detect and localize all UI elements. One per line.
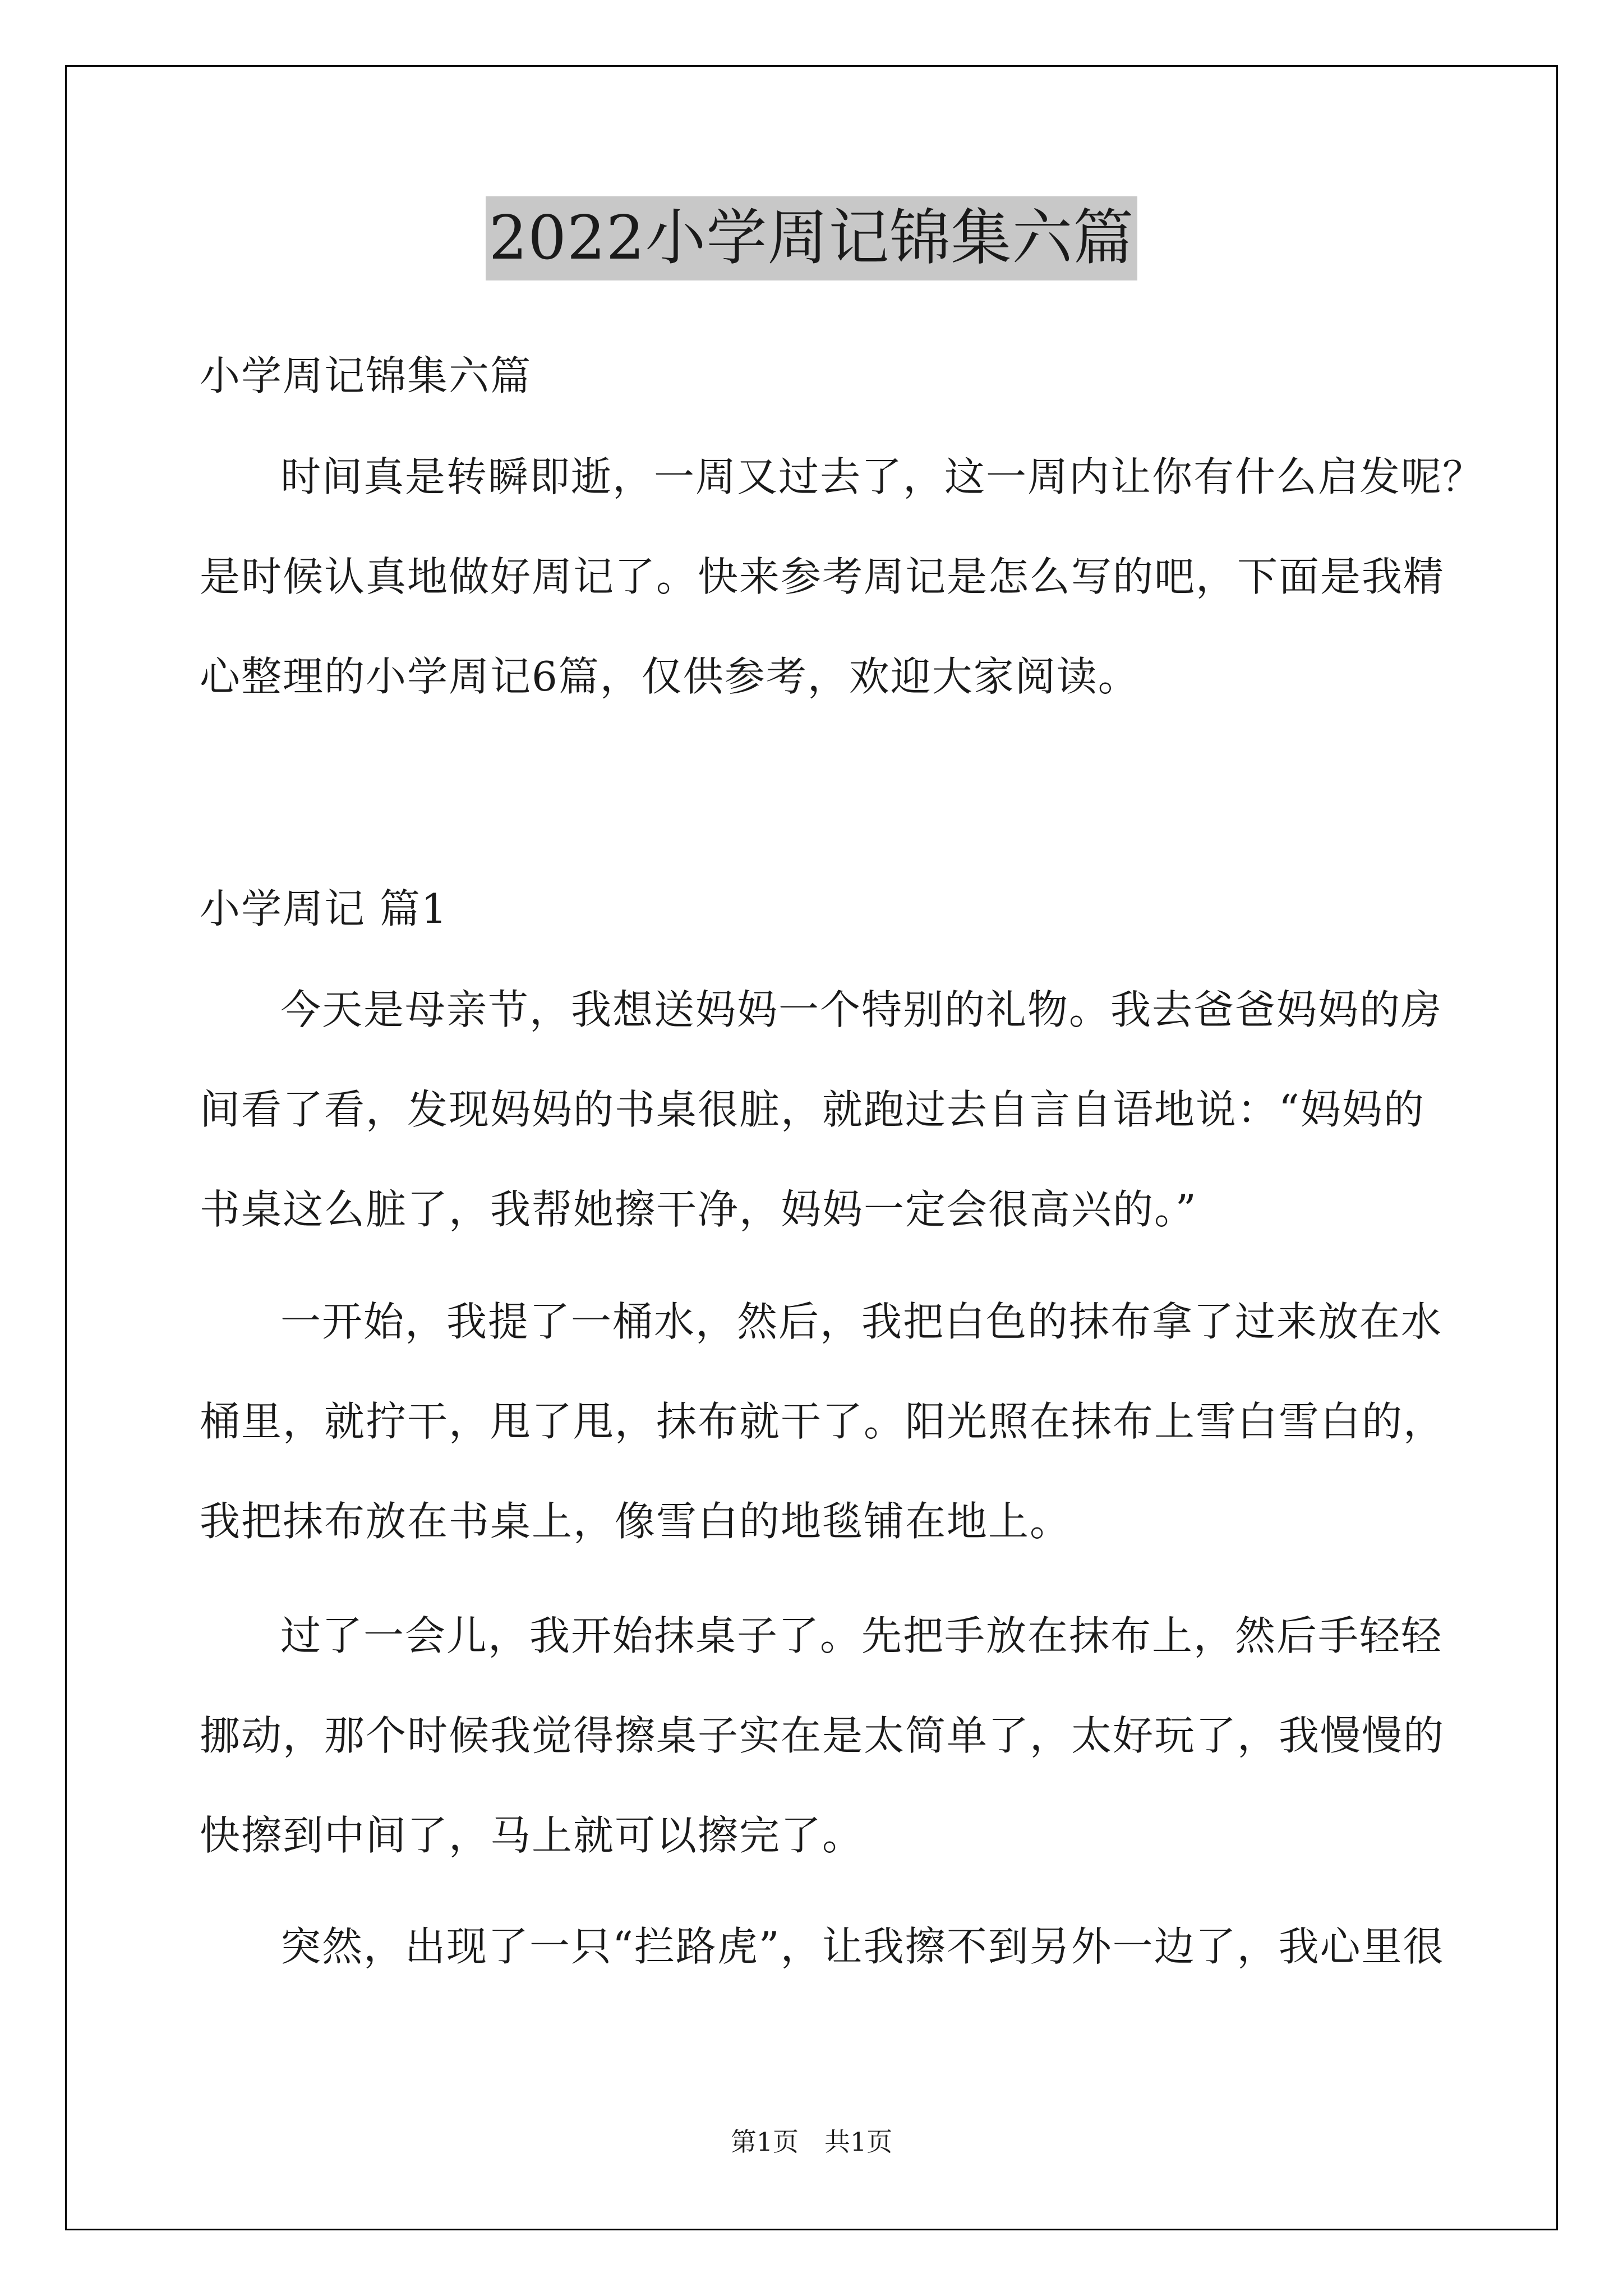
intro-line-2: 是时候认真地做好周记了。快来参考周记是怎么写的吧，下面是我精 xyxy=(200,553,1445,600)
document-title: 2022小学周记锦集六篇 xyxy=(486,196,1138,280)
page-number: 第1页 xyxy=(730,2127,799,2157)
para1-line-2: 间看了看，发现妈妈的书桌很脏，就跑过去自言自语地说：“妈妈的 xyxy=(200,1086,1425,1133)
para2-line-2: 桶里，就拧干，甩了甩，抹布就干了。阳光照在抹布上雪白雪白的， xyxy=(200,1398,1445,1445)
para3-line-1: 过了一会儿，我开始抹桌子了。先把手放在抹布上，然后手轻轻 xyxy=(280,1612,1443,1659)
page-total: 共1页 xyxy=(824,2127,893,2157)
para1-line-3: 书桌这么脏了，我帮她擦干净，妈妈一定会很高兴的。” xyxy=(200,1186,1197,1233)
title-container xyxy=(0,196,1623,280)
page-footer xyxy=(0,2125,1623,2159)
para2-line-3: 我把抹布放在书桌上，像雪白的地毯铺在地上。 xyxy=(200,1498,1072,1545)
para3-line-2: 挪动，那个时候我觉得擦桌子实在是太简单了，太好玩了，我慢慢的 xyxy=(200,1712,1445,1759)
section-heading: 小学周记 篇1 xyxy=(200,885,448,932)
para1-line-1: 今天是母亲节，我想送妈妈一个特别的礼物。我去爸爸妈妈的房 xyxy=(280,986,1443,1033)
para2-line-1: 一开始，我提了一桶水，然后，我把白色的抹布拿了过来放在水 xyxy=(280,1298,1443,1345)
intro-line-1: 时间真是转瞬即逝，一周又过去了，这一周内让你有什么启发呢？ xyxy=(280,453,1484,500)
subtitle: 小学周记锦集六篇 xyxy=(200,352,532,399)
intro-line-3: 心整理的小学周记6篇，仅供参考，欢迎大家阅读。 xyxy=(200,653,1140,700)
para3-line-3: 快擦到中间了，马上就可以擦完了。 xyxy=(200,1812,864,1859)
para4-line-1: 突然，出现了一只“拦路虎”，让我擦不到另外一边了，我心里很 xyxy=(280,1923,1445,1970)
